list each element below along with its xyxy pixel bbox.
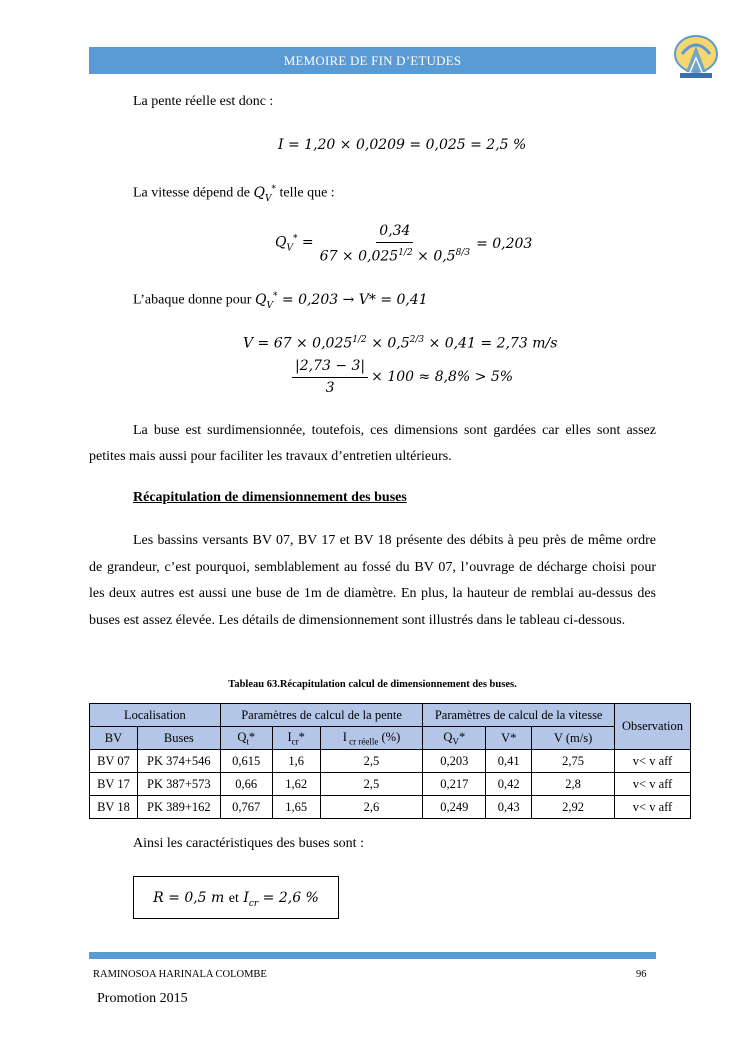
table-row xyxy=(90,773,691,796)
eq4-numerator: |2,73 − 3| xyxy=(292,357,368,378)
equation-vitesse: $V = 67 \times 0,025^{1/2} \times 0,5^{2/3} \times 0,41 = 2,73$ m/s xyxy=(243,335,558,352)
equation-ecart xyxy=(292,357,513,398)
cell-bv: BV 07 xyxy=(90,750,138,773)
header-bv: BV xyxy=(90,727,138,750)
cell-icr-reelle: 2,6 xyxy=(320,796,423,819)
text-abaque xyxy=(133,287,428,315)
eq2-numerator: 0,34 xyxy=(376,222,413,243)
cell-buses: PK 387+573 xyxy=(137,773,220,796)
cell-observation: v< v aff xyxy=(614,796,690,819)
header-qv: $Q_V*$ xyxy=(423,727,486,750)
result-box xyxy=(133,876,339,919)
cell-v: 2,92 xyxy=(532,796,615,819)
footer-author: RAMINOSOA HARINALA COLOMBE xyxy=(93,969,267,980)
equation-qv xyxy=(275,222,532,267)
table-group-header-row xyxy=(90,704,691,727)
qv-symbol: $Q_V^*$ xyxy=(253,184,276,204)
cell-vstar: 0,42 xyxy=(486,773,532,796)
header-qt: $Q_t*$ xyxy=(220,727,272,750)
cell-qt: 0,66 xyxy=(220,773,272,796)
text-pente-reelle: La pente réelle est donc : xyxy=(133,94,274,109)
header-localisation: Localisation xyxy=(90,704,221,727)
cell-qv: 0,217 xyxy=(423,773,486,796)
header-icr: $I_{cr}*$ xyxy=(272,727,320,750)
section-title: Récapitulation de dimensionnement des buses xyxy=(133,490,407,505)
text-bassins-versants: Les bassins versants BV 07, BV 17 et BV 18 présente des débits à peu près de même ordre de grandeur, c’est pourquoi, semblablement au fossé du BV 07, l’ouvrage de décharge choisi pour les deux autres est aussi une buse de 1m de diamètre. En plus, la hauteur de remblai au-dessus des buses est assez élevée. Les détails de dimensionnement sont illustrés dans le tableau ci-dessous. xyxy=(89,533,656,628)
cell-qt: 0,767 xyxy=(220,796,272,819)
cell-qv: 0,249 xyxy=(423,796,486,819)
cell-buses: PK 374+546 xyxy=(137,750,220,773)
cell-qt: 0,615 xyxy=(220,750,272,773)
eq2-rhs: = 0,203 xyxy=(476,235,533,252)
cell-observation: v< v aff xyxy=(614,773,690,796)
cell-icr-reelle: 2,5 xyxy=(320,750,423,773)
header-v: V (m/s) xyxy=(532,727,615,750)
cell-bv: BV 18 xyxy=(90,796,138,819)
cell-icr: 1,65 xyxy=(272,796,320,819)
table-caption: Tableau 63.Récapitulation calcul de dimensionnement des buses. xyxy=(228,679,517,690)
cell-v: 2,75 xyxy=(532,750,615,773)
text-abaque-before: L’abaque donne pour xyxy=(133,292,252,308)
text-buse-surdimensionnee: La buse est surdimensionnée, toutefois, ces dimensions sont gardées car elles sont assez petites mais aussi pour faciliter les travaux d’entretien ultérieurs. xyxy=(89,423,656,464)
cell-icr: 1,6 xyxy=(272,750,320,773)
text-vitesse xyxy=(133,180,335,208)
result-r: R = 0,5 m xyxy=(153,890,225,906)
cell-bv: BV 17 xyxy=(90,773,138,796)
table-row xyxy=(90,750,691,773)
text-caracteristiques: Ainsi les caractéristiques des buses sont : xyxy=(133,836,364,851)
header-observation: Observation xyxy=(614,704,690,750)
text-vitesse-after: telle que : xyxy=(279,185,335,201)
equation-pente-text: I = 1,20 × 0,0209 = 0,025 = 2,5 % xyxy=(278,137,527,153)
footer-bar xyxy=(89,952,656,959)
result-icr: $I_{cr} = 2,6$ % xyxy=(243,890,319,909)
dimension-table xyxy=(89,703,691,819)
cell-observation: v< v aff xyxy=(614,750,690,773)
footer-promotion: Promotion 2015 xyxy=(97,991,188,1006)
text-vitesse-before: La vitesse dépend de xyxy=(133,185,251,201)
header-vitesse: Paramètres de calcul de la vitesse xyxy=(423,704,615,727)
cell-v: 2,8 xyxy=(532,773,615,796)
page-number: 96 xyxy=(636,969,647,980)
header-vstar: V* xyxy=(486,727,532,750)
table-sub-header-row xyxy=(90,727,691,750)
cell-vstar: 0,43 xyxy=(486,796,532,819)
cell-icr: 1,62 xyxy=(272,773,320,796)
header-icr-reelle: I $_{cr réelle}$ (%) xyxy=(320,727,423,750)
cell-buses: PK 389+162 xyxy=(137,796,220,819)
abaque-eq: $Q_V^* = 0,203 \to V* = 0,41$ xyxy=(254,291,428,311)
cell-qv: 0,203 xyxy=(423,750,486,773)
cell-vstar: 0,41 xyxy=(486,750,532,773)
page-header: MEMOIRE DE FIN D’ETUDES xyxy=(89,47,656,74)
cell-icr-reelle: 2,5 xyxy=(320,773,423,796)
equation-pente xyxy=(278,136,526,155)
header-pente: Paramètres de calcul de la pente xyxy=(220,704,423,727)
header-buses: Buses xyxy=(137,727,220,750)
school-logo-icon xyxy=(672,32,720,82)
eq2-lhs: $Q_V^*$ = xyxy=(275,234,314,254)
eq2-fraction xyxy=(317,222,473,267)
table-row xyxy=(90,796,691,819)
eq2-denominator: $67 \times 0,025^{1/2} \times 0,5^{8/3}$ xyxy=(319,248,471,265)
eq4-rest: × 100 ≈ 8,8% > 5% xyxy=(371,369,514,385)
eq4-fraction xyxy=(292,357,368,398)
eq4-denominator: 3 xyxy=(325,380,335,396)
result-et: et xyxy=(228,891,239,906)
